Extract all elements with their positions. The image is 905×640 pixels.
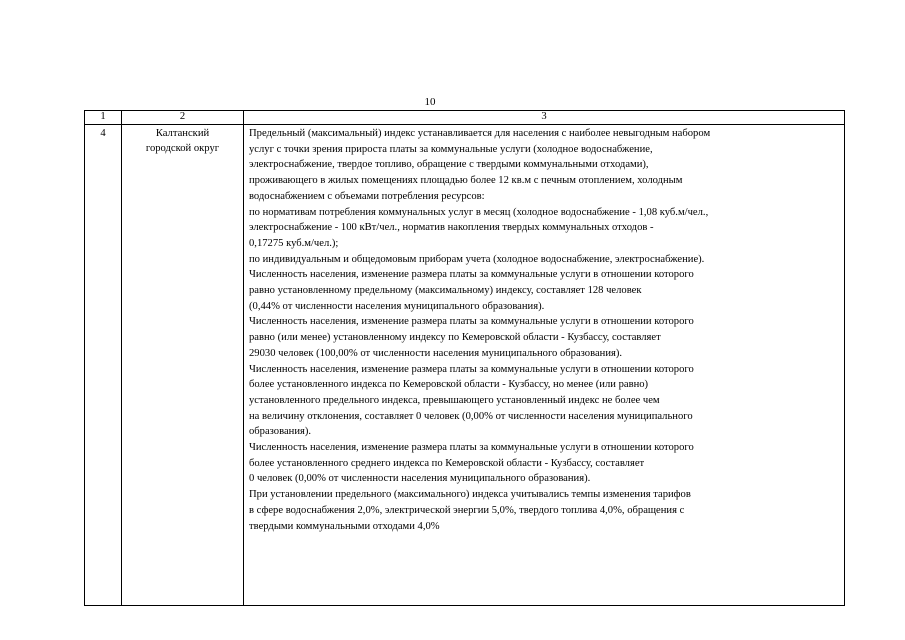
description-line: 0,17275 куб.м/чел.);	[249, 237, 339, 249]
description-line: по индивидуальным и общедомовым приборам учета (холодное водоснабжение, электроснабжение).	[249, 253, 705, 265]
municipality-name-line: Калтанский	[155, 128, 210, 139]
description-line: равно (или менее) установленному индексу по Кемеровской области - Кузбассу, составляет	[249, 332, 661, 344]
description-line: Численность населения, изменение размера платы за коммунальные услуги в отношении которого	[249, 363, 694, 375]
description-line: (0,44% от численности населения муниципального образования).	[249, 300, 545, 312]
description-line: Численность населения, изменение размера платы за коммунальные услуги в отношении которого	[249, 442, 694, 454]
description-line: проживающего в жилых помещениях площадью более 12 кв.м с печным отоплением, холодным	[249, 175, 683, 187]
description-line: более установленного индекса по Кемеровской области - Кузбассу, но менее (или равно)	[249, 379, 649, 391]
description-line: более установленного среднего индекса по Кемеровской области - Кузбассу, составляет	[249, 457, 645, 469]
description-line: в сфере водоснабжения 2,0%, электрической энергии 5,0%, твердого топлива 4,0%, обращения с	[249, 504, 685, 516]
description-line: установленного предельного индекса, превышающего установленный индекс не более чем	[249, 394, 660, 406]
row-number-cell: 4	[85, 125, 122, 606]
municipality-name-cell	[122, 125, 244, 606]
header-cell-3: 3	[244, 111, 845, 125]
description-text	[249, 126, 842, 534]
description-line: образования).	[249, 426, 312, 438]
description-line: 0 человек (0,00% от численности населения муниципального образования).	[249, 473, 591, 485]
description-line: Предельный (максимальный) индекс устанавливается для населения с наиболее невыгодным набором	[249, 128, 711, 139]
header-cell-2: 2	[122, 111, 244, 125]
description-line: При установлении предельного (максимального) индекса учитывались темпы изменения тарифов	[249, 489, 691, 501]
description-line: равно установленному предельному (максимальному) индексу, составляет 128 человек	[249, 285, 642, 297]
description-line: водоснабжением с объемами потребления ресурсов:	[249, 190, 485, 202]
description-line: Численность населения, изменение размера платы за коммунальные услуги в отношении которого	[249, 269, 694, 281]
description-line: электроснабжение, твердое топливо, обращение с твердыми коммунальными отходами),	[249, 159, 649, 171]
description-line: на величину отклонения, составляет 0 человек (0,00% от численности населения муниципального	[249, 410, 693, 422]
data-table	[84, 110, 845, 606]
description-line: услуг с точки зрения прироста платы за коммунальные услуги (холодное водоснабжение,	[249, 143, 653, 155]
description-cell	[244, 125, 845, 606]
description-line: Численность населения, изменение размера платы за коммунальные услуги в отношении которого	[249, 316, 694, 328]
description-line: по нормативам потребления коммунальных услуг в месяц (холодное водоснабжение - 1,08 куб.м/чел.,	[249, 206, 709, 218]
header-cell-1: 1	[85, 111, 122, 125]
description-line: электроснабжение - 100 кВт/чел., норматив накопления твердых коммунальных отходов -	[249, 222, 654, 234]
table-row	[85, 125, 845, 606]
page-number: 10	[424, 96, 436, 108]
table-header-row	[85, 111, 845, 125]
municipality-name-line: городской округ	[145, 142, 220, 154]
description-line: 29030 человек (100,00% от численности населения муниципального образования).	[249, 347, 623, 359]
description-line: твердыми коммунальными отходами 4,0%	[249, 520, 440, 532]
